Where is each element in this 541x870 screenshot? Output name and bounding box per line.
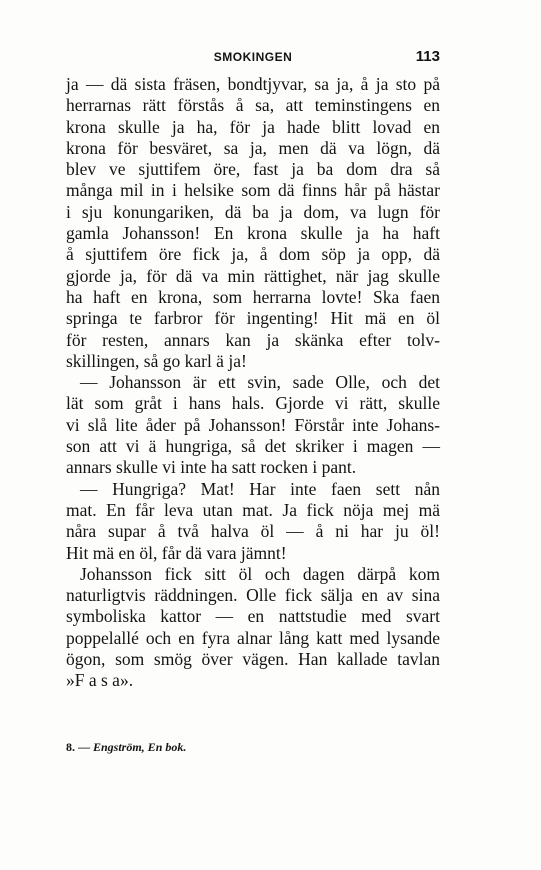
text-line: ja — dä sista fräsen, bondtjyvar, sa ja, å ja sto på [66,74,440,94]
text-line: son att vi ä hungriga, så det skriker i magen — [66,436,440,457]
text-line: herrarnas rätt förstås å sa, att teminstingens en [66,95,440,116]
text-line: blev ve sjuttifem öre, fast ja ba dom dra så [66,159,440,180]
text-line: symboliska kattor — en nattstudie med svart [66,606,440,627]
text-line: gamla Johansson! En krona skulle ja ha haft [66,223,440,244]
text-line: å sjuttifem öre fick ja, å dom söp ja opp, dä [66,244,440,265]
text-line: krona skulle ja ha, för ja hade blitt lovad en [66,116,440,137]
text-line: annars skulle vi inte ha satt rocken i pant. [66,457,357,478]
text-line: springa te farbror för ingenting! Hit mä en öl [66,308,440,329]
text-line: mat. En får leva utan mat. Ja fick nöja mej mä [66,499,440,520]
text-line: »F a s a». [66,670,134,691]
text-line: — Hungriga? Mat! Har inte faen sett nån [80,478,440,499]
running-title: SMOKINGEN [213,50,293,64]
text-line: vi slå lite åder på Johansson! Förstår inte Johans- [66,414,440,435]
printer-signature-line [66,740,186,755]
running-head [66,48,440,66]
text-line: Hit mä en öl, får dä vara jämnt! [66,542,287,563]
text-line: gjorde ja, för dä va min rättighet, när jag skulle [66,265,440,286]
text-line: poppelallé och en fyra alnar lång katt med lysande [66,627,440,648]
text-line: — Johansson är ett svin, sade Olle, och det [80,372,440,393]
text-line: i sju konungariken, dä ba ja dom, va lugn för [66,201,440,222]
signature-title: Engström, En bok. [93,740,187,754]
body-text [66,74,440,692]
text-line: många mil in i helsike som dä finns hår på hästar [66,180,440,201]
text-line: ha haft en krona, som herrarna lovte! Ska faen [66,286,440,307]
text-line: för resten, annars kan ja skänka efter tolv- [66,329,440,350]
text-line: lät som gråt i hans hals. Gjorde vi rätt, skulle [66,393,440,414]
signature-mark: 8. — [66,740,90,754]
text-line: nåra supar å två halva öl — å ni har ju öl! [66,521,440,542]
text-line: krona för besväret, sa ja, men dä va lögn, dä [66,137,440,158]
text-line: skillingen, så go karl ä ja! [66,350,247,371]
text-line: naturligtvis räddningen. Olle fick sälja en av sina [66,585,440,606]
page-number: 113 [415,48,440,65]
text-line: Johansson fick sitt öl och dagen därpå kom [80,563,440,584]
text-line: ögon, som smög över vägen. Han kallade tavlan [66,649,440,670]
